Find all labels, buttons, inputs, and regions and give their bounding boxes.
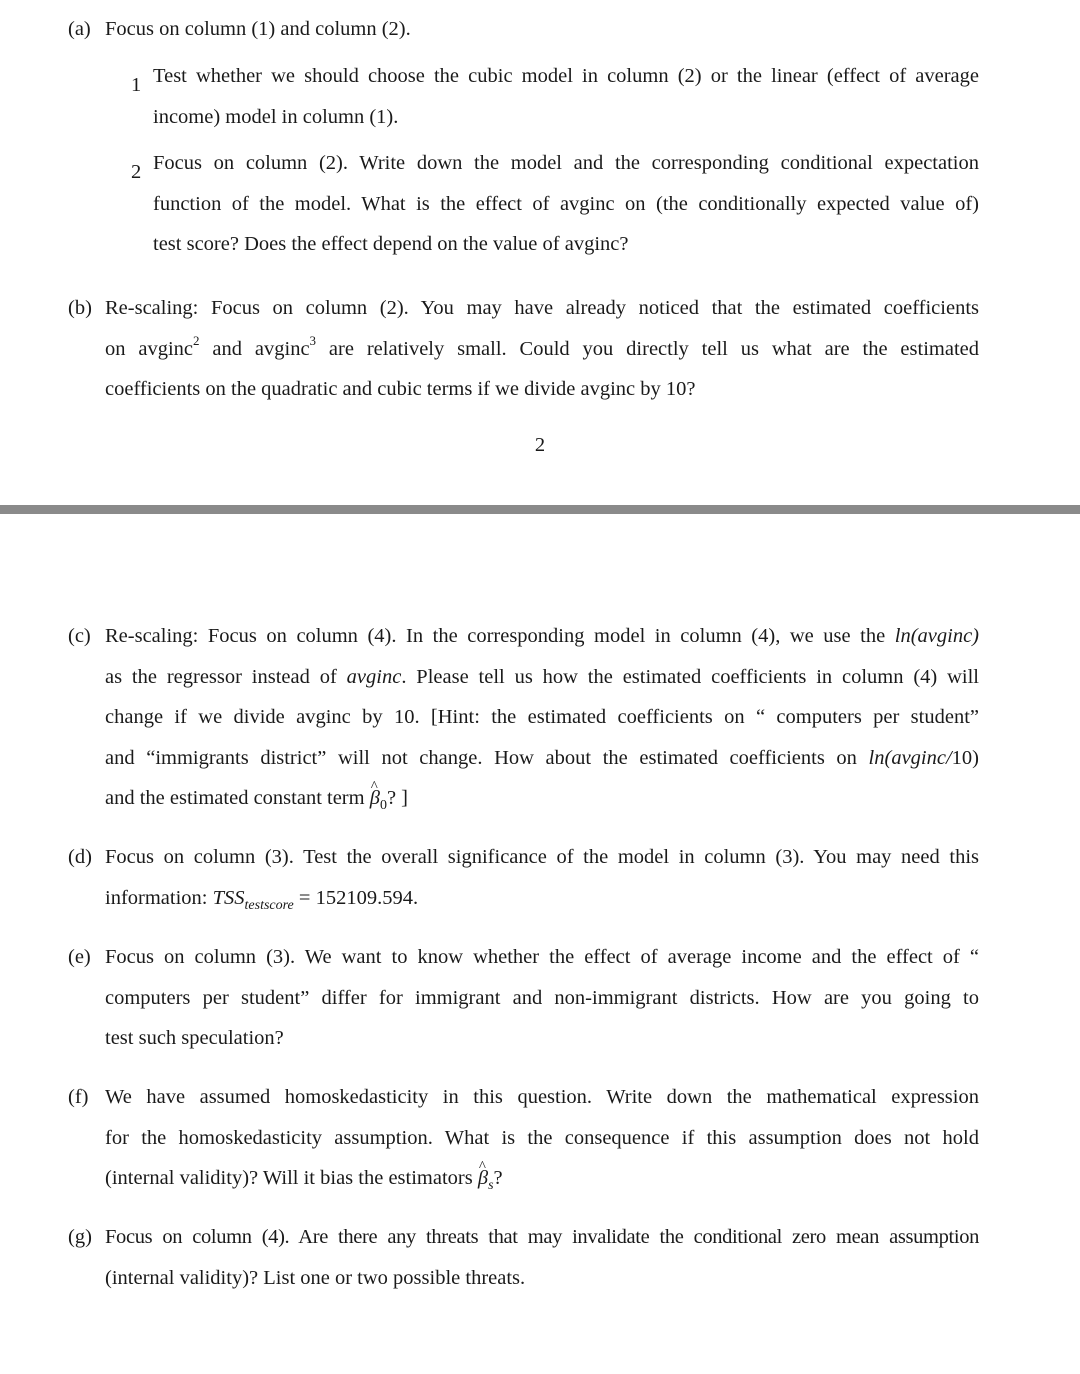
question-c-text: Re-scaling: Focus on column (4). In the corresponding model in column (4), we use the ln(avginc) as the regressor instead of avginc. Please tell us how the estimated coefficients in column (4) will change if we divide avginc by 10. [Hint: the estimated coefficients on “ computers per student” and “immigrants district” will not change. How about the estimated coefficients on ln(avginc/10) and the estimated constant term ^ $\beta_0$? ] xyxy=(105,616,979,819)
question-a-sub-1-text: Test whether we should choose the cubic model in column (2) or the linear (effect of average income) model in column (1). xyxy=(153,65,979,128)
question-e-label: (e) xyxy=(68,946,91,968)
question-c-label: (c) xyxy=(68,625,91,647)
page-separator xyxy=(0,505,1080,514)
question-a-text: Focus on column (1) and column (2). xyxy=(105,18,411,40)
page-2 xyxy=(0,514,1080,1374)
question-g-label: (g) xyxy=(68,1226,92,1248)
question-d-label: (d) xyxy=(68,846,92,868)
question-a-sub-2-label: 2 xyxy=(131,161,142,183)
page-number: 2 xyxy=(534,434,546,456)
question-a-label: (a) xyxy=(68,18,91,40)
question-e-text: Focus on column (3). We want to know whether the effect of average income and the effect of “ computers per student” differ for immigrant and non-immigrant districts. How are you going to test such speculation? xyxy=(105,946,979,1049)
question-f-label: (f) xyxy=(68,1086,89,1108)
page-1 xyxy=(0,0,1080,505)
question-b-text: Re-scaling: Focus on column (2). You may have already noticed that the estimated coefficients on avginc$^2$ and avginc$^3$ are relatively small. Could you directly tell us what are the estimated coefficients on the quadratic and cubic terms if we divide avginc by 10? xyxy=(105,297,979,400)
question-g-text: Focus on column (4). Are there any threats that may invalidate the conditional zero mean assumption (internal validity)? List one or two possible threats. xyxy=(105,1226,979,1289)
question-f-text: We have assumed homoskedasticity in this question. Write down the mathematical expression for the homoskedasticity assumption. What is the consequence if this assumption does not hold (internal validity)? Will it bias the estimators ^ $\beta_s$? xyxy=(105,1077,979,1199)
question-a-sub-1-label: 1 xyxy=(131,74,142,96)
question-a-sub-2-text: Focus on column (2). Write down the model and the corresponding conditional expectation function of the model. What is the effect of avginc on (the conditionally expected value of) test score? Does the effect depend on the value of avginc? xyxy=(153,152,979,255)
question-d-text: Focus on column (3). Test the overall significance of the model in column (3). You may need this information: $TSS_{testscore} = 152109.594$. xyxy=(105,846,979,913)
question-b-label: (b) xyxy=(68,297,92,319)
beta-hat-s: ^ β xyxy=(478,1158,488,1199)
beta-hat-0: ^ β xyxy=(370,778,380,819)
